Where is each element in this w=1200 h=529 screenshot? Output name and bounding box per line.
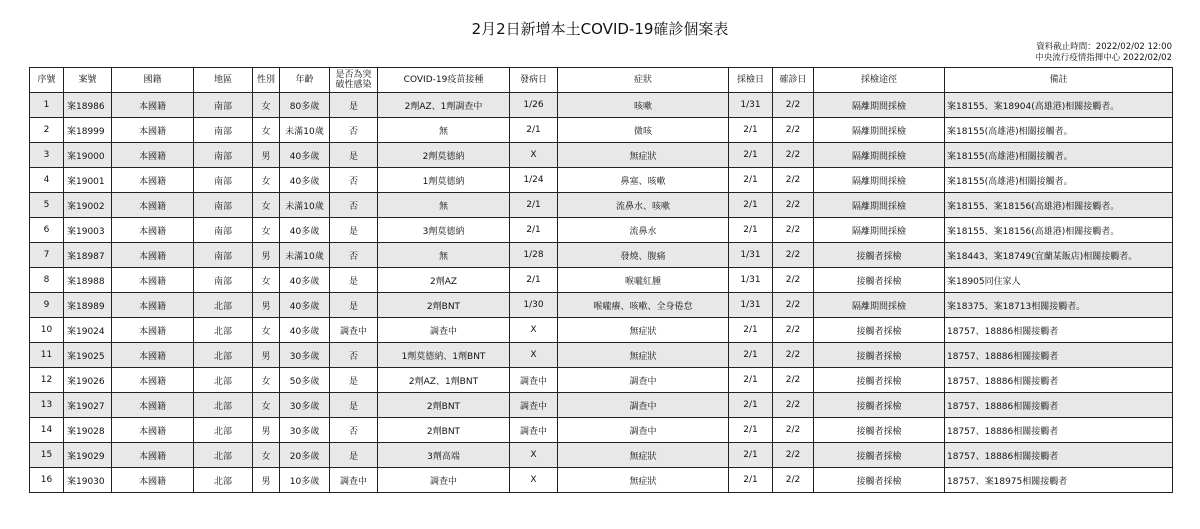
cell-breakthrough: 否 [330, 193, 378, 218]
cell-seq: 9 [30, 293, 64, 318]
cell-onset-date: X [510, 143, 558, 168]
cell-breakthrough: 是 [330, 393, 378, 418]
header-vaccination: COVID-19疫苗接種 [378, 68, 510, 93]
cell-age: 40多歲 [280, 143, 330, 168]
cell-confirm-date: 2/2 [773, 368, 814, 393]
cell-confirm-date: 2/2 [773, 293, 814, 318]
cell-test-date: 2/1 [729, 218, 773, 243]
cell-test-date: 2/1 [729, 393, 773, 418]
cell-symptoms: 流鼻水、咳嗽 [558, 193, 729, 218]
cell-age: 40多歲 [280, 268, 330, 293]
cell-case-no: 案19030 [64, 468, 112, 493]
cell-age: 未滿10歲 [280, 193, 330, 218]
cell-breakthrough: 調查中 [330, 318, 378, 343]
cell-sex: 男 [253, 293, 280, 318]
cell-onset-date: 2/1 [510, 118, 558, 143]
cell-confirm-date: 2/2 [773, 268, 814, 293]
cell-remarks: 案18375、案18713相關接觸者。 [945, 293, 1173, 318]
cell-sex: 男 [253, 143, 280, 168]
cell-confirm-date: 2/2 [773, 393, 814, 418]
cell-seq: 14 [30, 418, 64, 443]
cell-nationality: 本國籍 [112, 143, 194, 168]
cell-case-no: 案18999 [64, 118, 112, 143]
cell-sex: 女 [253, 168, 280, 193]
table-row [30, 318, 1173, 343]
cell-nationality: 本國籍 [112, 343, 194, 368]
cell-remarks: 案18155、案18904(高雄港)相關接觸者。 [945, 93, 1173, 118]
cell-vaccination: 2劑BNT [378, 393, 510, 418]
cell-confirm-date: 2/2 [773, 418, 814, 443]
cell-confirm-date: 2/2 [773, 243, 814, 268]
cell-sex: 女 [253, 93, 280, 118]
cell-confirm-date: 2/2 [773, 443, 814, 468]
cell-case-no: 案19001 [64, 168, 112, 193]
cell-breakthrough: 否 [330, 243, 378, 268]
cell-case-no: 案19027 [64, 393, 112, 418]
cell-nationality: 本國籍 [112, 268, 194, 293]
cell-onset-date: 2/1 [510, 268, 558, 293]
table-body [30, 93, 1173, 493]
cell-test-date: 1/31 [729, 268, 773, 293]
cell-seq: 8 [30, 268, 64, 293]
cell-test-date: 2/1 [729, 368, 773, 393]
cell-region: 北部 [194, 293, 253, 318]
cell-test-date: 2/1 [729, 418, 773, 443]
cell-breakthrough: 否 [330, 418, 378, 443]
cell-test-route: 隔離期間採檢 [814, 143, 945, 168]
header-case-no: 案號 [64, 68, 112, 93]
cell-test-route: 接觸者採檢 [814, 318, 945, 343]
cell-vaccination: 2劑BNT [378, 293, 510, 318]
cell-remarks: 18757、18886相關接觸者 [945, 368, 1173, 393]
cell-sex: 女 [253, 368, 280, 393]
cell-breakthrough: 是 [330, 368, 378, 393]
cell-onset-date: X [510, 343, 558, 368]
cell-case-no: 案18989 [64, 293, 112, 318]
table-row [30, 268, 1173, 293]
cell-symptoms: 無症狀 [558, 468, 729, 493]
cell-test-route: 接觸者採檢 [814, 268, 945, 293]
header-region: 地區 [194, 68, 253, 93]
page-title: 2月2日新增本土COVID-19確診個案表 [471, 20, 729, 38]
cell-test-date: 2/1 [729, 343, 773, 368]
cell-remarks: 案18155(高雄港)相關接觸者。 [945, 118, 1173, 143]
cell-nationality: 本國籍 [112, 193, 194, 218]
header-test-route: 採檢途徑 [814, 68, 945, 93]
cell-confirm-date: 2/2 [773, 318, 814, 343]
table-row [30, 243, 1173, 268]
cell-remarks: 18757、案18975相關接觸者 [945, 468, 1173, 493]
table-row [30, 193, 1173, 218]
cell-vaccination: 3劑高端 [378, 443, 510, 468]
cell-test-route: 接觸者採檢 [814, 468, 945, 493]
cell-region: 南部 [194, 268, 253, 293]
cell-seq: 5 [30, 193, 64, 218]
cell-confirm-date: 2/2 [773, 218, 814, 243]
cell-region: 南部 [194, 243, 253, 268]
cell-nationality: 本國籍 [112, 118, 194, 143]
cell-breakthrough: 否 [330, 168, 378, 193]
cell-test-route: 隔離期間採檢 [814, 193, 945, 218]
cell-region: 南部 [194, 93, 253, 118]
cell-vaccination: 無 [378, 193, 510, 218]
cell-sex: 女 [253, 218, 280, 243]
cell-case-no: 案19025 [64, 343, 112, 368]
cell-onset-date: 1/28 [510, 243, 558, 268]
case-table [29, 67, 1173, 493]
cell-sex: 女 [253, 393, 280, 418]
cell-test-route: 接觸者採檢 [814, 243, 945, 268]
table-row [30, 368, 1173, 393]
cell-region: 北部 [194, 318, 253, 343]
cell-remarks: 案18155(高雄港)相關接觸者。 [945, 168, 1173, 193]
cell-symptoms: 咳嗽 [558, 93, 729, 118]
header-symptoms: 症狀 [558, 68, 729, 93]
cell-case-no: 案19024 [64, 318, 112, 343]
cell-vaccination: 2劑BNT [378, 418, 510, 443]
header-remarks: 備註 [945, 68, 1173, 93]
cell-test-date: 1/31 [729, 293, 773, 318]
cell-sex: 女 [253, 268, 280, 293]
cell-nationality: 本國籍 [112, 318, 194, 343]
cell-symptoms: 無症狀 [558, 143, 729, 168]
cell-age: 40多歲 [280, 168, 330, 193]
cell-vaccination: 調查中 [378, 318, 510, 343]
cell-test-route: 接觸者採檢 [814, 368, 945, 393]
cell-age: 50多歲 [280, 368, 330, 393]
cell-test-date: 2/1 [729, 318, 773, 343]
cell-test-date: 2/1 [729, 118, 773, 143]
cell-case-no: 案19003 [64, 218, 112, 243]
cell-case-no: 案18987 [64, 243, 112, 268]
cell-nationality: 本國籍 [112, 368, 194, 393]
cell-remarks: 18757、18886相關接觸者 [945, 443, 1173, 468]
cell-symptoms: 流鼻水 [558, 218, 729, 243]
cell-onset-date: 2/1 [510, 218, 558, 243]
cell-test-route: 隔離期間採檢 [814, 93, 945, 118]
cell-remarks: 案18905同住家人 [945, 268, 1173, 293]
cell-case-no: 案18986 [64, 93, 112, 118]
cell-remarks: 18757、18886相關接觸者 [945, 418, 1173, 443]
cell-region: 南部 [194, 143, 253, 168]
header-seq: 序號 [30, 68, 64, 93]
cell-case-no: 案19002 [64, 193, 112, 218]
cell-breakthrough: 是 [330, 143, 378, 168]
cell-age: 40多歲 [280, 293, 330, 318]
cell-symptoms: 喉嚨紅腫 [558, 268, 729, 293]
cell-vaccination: 1劑莫德納、1劑BNT [378, 343, 510, 368]
cell-breakthrough: 是 [330, 93, 378, 118]
cell-test-date: 2/1 [729, 443, 773, 468]
table-row [30, 393, 1173, 418]
cell-onset-date: X [510, 468, 558, 493]
cell-onset-date: 調查中 [510, 368, 558, 393]
cell-region: 南部 [194, 218, 253, 243]
cell-confirm-date: 2/2 [773, 343, 814, 368]
cell-sex: 男 [253, 243, 280, 268]
cell-breakthrough: 是 [330, 443, 378, 468]
cell-breakthrough: 是 [330, 293, 378, 318]
cell-nationality: 本國籍 [112, 468, 194, 493]
cell-vaccination: 無 [378, 243, 510, 268]
cell-test-route: 接觸者採檢 [814, 443, 945, 468]
cell-test-route: 隔離期間採檢 [814, 118, 945, 143]
cell-case-no: 案19026 [64, 368, 112, 393]
cell-remarks: 案18155(高雄港)相關接觸者。 [945, 143, 1173, 168]
cell-age: 未滿10歲 [280, 118, 330, 143]
cell-vaccination: 無 [378, 118, 510, 143]
cell-age: 80多歲 [280, 93, 330, 118]
cell-sex: 女 [253, 318, 280, 343]
cell-remarks: 18757、18886相關接觸者 [945, 318, 1173, 343]
cell-nationality: 本國籍 [112, 443, 194, 468]
cell-test-route: 接觸者採檢 [814, 343, 945, 368]
table-row [30, 468, 1173, 493]
cell-region: 北部 [194, 343, 253, 368]
cell-age: 40多歲 [280, 318, 330, 343]
cell-sex: 女 [253, 193, 280, 218]
table-row [30, 343, 1173, 368]
cell-age: 30多歲 [280, 343, 330, 368]
cell-seq: 2 [30, 118, 64, 143]
table-row [30, 293, 1173, 318]
cell-seq: 11 [30, 343, 64, 368]
cell-remarks: 案18155、案18156(高雄港)相關接觸者。 [945, 218, 1173, 243]
report-meta [1035, 42, 1172, 64]
cell-test-date: 1/31 [729, 243, 773, 268]
data-source: 中央流行疫情指揮中心 2022/02/02 [1035, 53, 1172, 63]
cell-region: 北部 [194, 468, 253, 493]
cell-symptoms: 喉嚨癢、咳嗽、全身倦怠 [558, 293, 729, 318]
cell-seq: 7 [30, 243, 64, 268]
data-cutoff-time: 資料截止時間：2022/02/02 12:00 [1036, 42, 1172, 52]
cell-remarks: 18757、18886相關接觸者 [945, 393, 1173, 418]
cell-confirm-date: 2/2 [773, 168, 814, 193]
cell-age: 30多歲 [280, 418, 330, 443]
cell-onset-date: X [510, 443, 558, 468]
cell-sex: 男 [253, 418, 280, 443]
cell-seq: 16 [30, 468, 64, 493]
cell-breakthrough: 是 [330, 268, 378, 293]
cell-nationality: 本國籍 [112, 218, 194, 243]
table-row [30, 218, 1173, 243]
cell-confirm-date: 2/2 [773, 468, 814, 493]
header-sex: 性別 [253, 68, 280, 93]
cell-test-route: 隔離期間採檢 [814, 218, 945, 243]
cell-age: 20多歲 [280, 443, 330, 468]
cell-test-date: 2/1 [729, 143, 773, 168]
cell-test-route: 隔離期間採檢 [814, 293, 945, 318]
cell-seq: 13 [30, 393, 64, 418]
cell-region: 北部 [194, 368, 253, 393]
cell-sex: 女 [253, 443, 280, 468]
cell-onset-date: 2/1 [510, 193, 558, 218]
cell-sex: 男 [253, 468, 280, 493]
cell-region: 南部 [194, 118, 253, 143]
cell-symptoms: 微咳 [558, 118, 729, 143]
cell-region: 北部 [194, 393, 253, 418]
cell-symptoms: 鼻塞、咳嗽 [558, 168, 729, 193]
cell-vaccination: 2劑莫德納 [378, 143, 510, 168]
cell-test-date: 1/31 [729, 93, 773, 118]
cell-remarks: 案18443、案18749(宜蘭某飯店)相關接觸者。 [945, 243, 1173, 268]
cell-region: 南部 [194, 193, 253, 218]
cell-vaccination: 調查中 [378, 468, 510, 493]
cell-breakthrough: 否 [330, 343, 378, 368]
cell-onset-date: 調查中 [510, 393, 558, 418]
cell-seq: 10 [30, 318, 64, 343]
cell-breakthrough: 否 [330, 118, 378, 143]
cell-nationality: 本國籍 [112, 418, 194, 443]
cell-seq: 15 [30, 443, 64, 468]
cell-vaccination: 3劑莫德納 [378, 218, 510, 243]
cell-confirm-date: 2/2 [773, 118, 814, 143]
cell-confirm-date: 2/2 [773, 143, 814, 168]
cell-region: 北部 [194, 418, 253, 443]
cell-test-route: 隔離期間採檢 [814, 168, 945, 193]
header-test-date: 採檢日 [729, 68, 773, 93]
cell-region: 南部 [194, 168, 253, 193]
table-row [30, 118, 1173, 143]
cell-nationality: 本國籍 [112, 93, 194, 118]
cell-test-route: 接觸者採檢 [814, 393, 945, 418]
cell-onset-date: 1/24 [510, 168, 558, 193]
cell-breakthrough: 是 [330, 218, 378, 243]
header-breakthrough: 是否為突破性感染 [330, 68, 378, 93]
cell-age: 30多歲 [280, 393, 330, 418]
cell-case-no: 案19000 [64, 143, 112, 168]
cell-case-no: 案19028 [64, 418, 112, 443]
cell-confirm-date: 2/2 [773, 93, 814, 118]
cell-breakthrough: 調查中 [330, 468, 378, 493]
cell-symptoms: 無症狀 [558, 318, 729, 343]
cell-confirm-date: 2/2 [773, 193, 814, 218]
cell-vaccination: 1劑莫德納 [378, 168, 510, 193]
cell-seq: 3 [30, 143, 64, 168]
cell-onset-date: 調查中 [510, 418, 558, 443]
cell-nationality: 本國籍 [112, 293, 194, 318]
cell-seq: 4 [30, 168, 64, 193]
cell-region: 北部 [194, 443, 253, 468]
cell-sex: 男 [253, 343, 280, 368]
cell-remarks: 18757、18886相關接觸者 [945, 343, 1173, 368]
cell-case-no: 案18988 [64, 268, 112, 293]
cell-symptoms: 無症狀 [558, 443, 729, 468]
cell-test-date: 2/1 [729, 468, 773, 493]
cell-onset-date: 1/30 [510, 293, 558, 318]
header-confirm-date: 確診日 [773, 68, 814, 93]
header-nationality: 國籍 [112, 68, 194, 93]
cell-nationality: 本國籍 [112, 243, 194, 268]
cell-sex: 女 [253, 118, 280, 143]
cell-onset-date: 1/26 [510, 93, 558, 118]
header-onset-date: 發病日 [510, 68, 558, 93]
table-row [30, 168, 1173, 193]
cell-vaccination: 2劑AZ、1劑BNT [378, 368, 510, 393]
cell-seq: 12 [30, 368, 64, 393]
header-age: 年齡 [280, 68, 330, 93]
table-row [30, 443, 1173, 468]
table-row [30, 418, 1173, 443]
cell-symptoms: 無症狀 [558, 343, 729, 368]
table-header-row [30, 68, 1173, 93]
cell-nationality: 本國籍 [112, 393, 194, 418]
cell-seq: 1 [30, 93, 64, 118]
cell-test-date: 2/1 [729, 168, 773, 193]
cell-case-no: 案19029 [64, 443, 112, 468]
cell-onset-date: X [510, 318, 558, 343]
cell-age: 40多歲 [280, 218, 330, 243]
cell-symptoms: 調查中 [558, 368, 729, 393]
table-row [30, 93, 1173, 118]
cell-symptoms: 發燒、腹痛 [558, 243, 729, 268]
table-row [30, 143, 1173, 168]
cell-vaccination: 2劑AZ、1劑調查中 [378, 93, 510, 118]
cell-test-date: 2/1 [729, 193, 773, 218]
cell-symptoms: 調查中 [558, 393, 729, 418]
cell-symptoms: 調查中 [558, 418, 729, 443]
cell-vaccination: 2劑AZ [378, 268, 510, 293]
cell-nationality: 本國籍 [112, 168, 194, 193]
cell-age: 10多歲 [280, 468, 330, 493]
cell-test-route: 接觸者採檢 [814, 418, 945, 443]
cell-age: 未滿10歲 [280, 243, 330, 268]
cell-remarks: 案18155、案18156(高雄港)相關接觸者。 [945, 193, 1173, 218]
cell-seq: 6 [30, 218, 64, 243]
